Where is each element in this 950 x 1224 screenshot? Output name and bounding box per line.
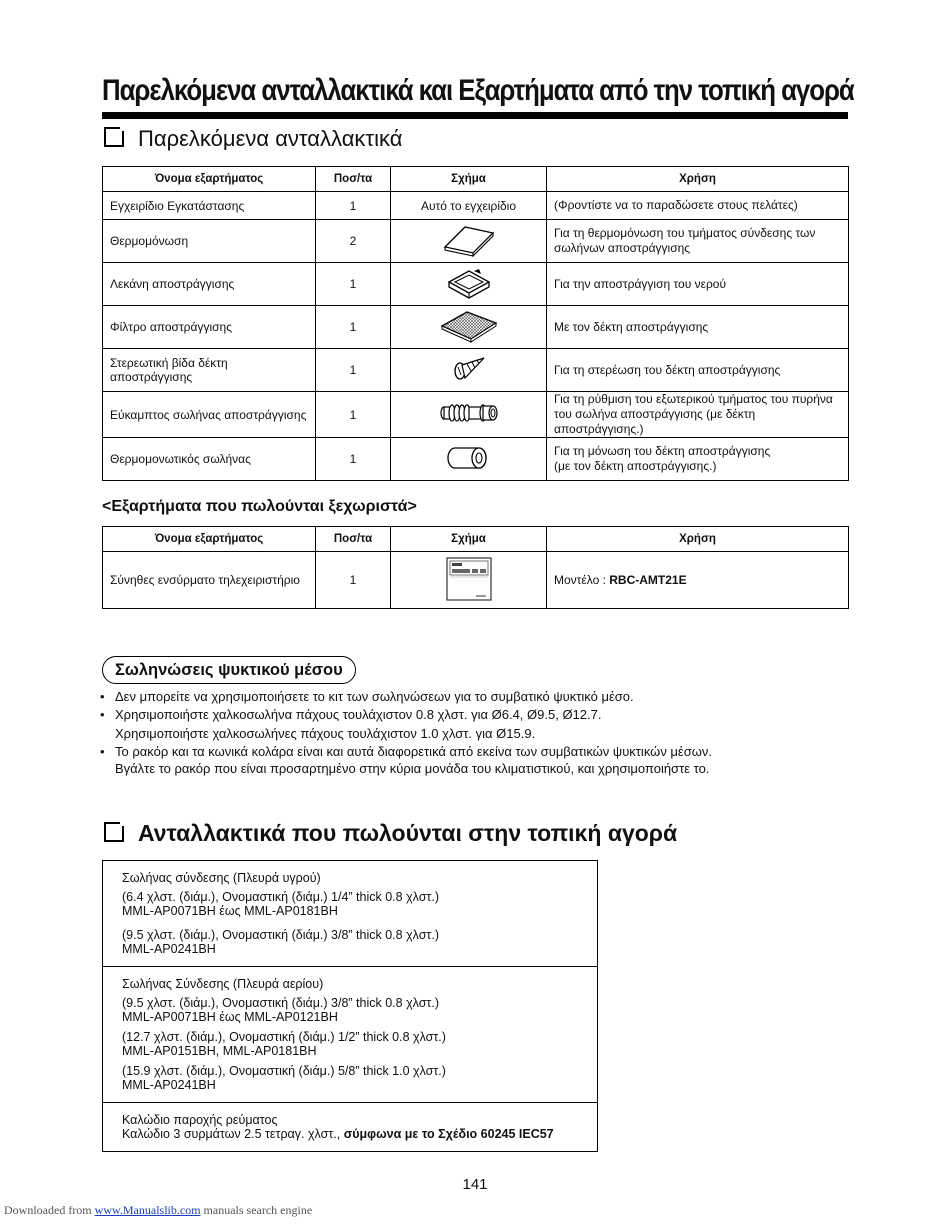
title-rule [102,112,848,119]
part-use: Μοντέλο : RBC-AMT21E [547,552,849,609]
refrigerant-heading: Σωληνώσεις ψυκτικού μέσου [102,656,356,684]
part-use: Για την αποστράγγιση του νερού [547,263,849,306]
header-shape: Σχήμα [391,167,547,192]
table-row [103,552,849,609]
insulating-tube-icon [391,438,547,481]
section-heading-accessories [104,126,402,152]
part-name: Εγχειρίδιο Εγκατάστασης [103,192,316,220]
part-qty: 1 [316,552,391,609]
part-qty: 1 [316,263,391,306]
drain-filter-icon [391,306,547,349]
part-qty: 1 [316,349,391,392]
part-qty: 2 [316,220,391,263]
spec-group: (12.7 χλστ. (διάμ.), Ονομαστική (διάμ.) 1/2” thick 0.8 χλστ.) MML-AP0151BH, MML-AP0181BH [122,1030,446,1058]
header-use: Χρήση [547,527,849,552]
liquid-pipe-cell [103,861,597,967]
part-shape-text: Αυτό το εγχειρίδιο [391,192,547,220]
local-parts-box [102,860,598,1152]
page-title: Παρελκόμενα ανταλλακτικά και Εξαρτήματα από την τοπική αγορά [102,74,854,107]
spec-group: (6.4 χλστ. (διάμ.), Ονομαστική (διάμ.) 1/4” thick 0.8 χλστ.) MML-AP0071BH έως MML-AP0181BH [122,890,439,918]
drain-pan-icon [391,263,547,306]
table-row [103,349,849,392]
cell-heading: Σωλήνας σύνδεσης (Πλευρά υγρού) [122,871,321,885]
header-shape: Σχήμα [391,527,547,552]
part-qty: 1 [316,438,391,481]
download-footer: Downloaded from www.Manualslib.com manuals search engine [4,1203,313,1217]
table-header-row [103,167,849,192]
table-row [103,306,849,349]
part-use: Για τη μόνωση του δέκτη αποστράγγισης (με τον δέκτη αποστράγγισης.) [547,438,849,481]
power-cable-cell [103,1103,597,1151]
header-name: Όνομα εξαρτήματος [103,167,316,192]
header-name: Όνομα εξαρτήματος [103,527,316,552]
part-name: Θερμομόνωση [103,220,316,263]
part-name: Φίλτρο αποστράγγισης [103,306,316,349]
part-use: Για τη ρύθμιση του εξωτερικού τμήματος του πυρήνα του σωλήνα αποστράγγισης (με δέκτη αποστράγγισης.) [547,392,849,438]
manualslib-link[interactable]: www.Manualslib.com [94,1203,201,1217]
part-name: Στερεωτική βίδα δέκτη αποστράγγισης [103,349,316,392]
power-cable-spec: Καλώδιο 3 συρμάτων 2.5 τετραγ. χλστ., σύμφωνα με το Σχέδιο 60245 IEC57 [122,1127,554,1141]
accessories-table [102,166,849,481]
section-heading-text: Ανταλλακτικά που πωλούνται στην τοπική αγορά [138,820,678,846]
part-name: Θερμομονωτικός σωλήνας [103,438,316,481]
part-qty: 1 [316,306,391,349]
part-use: Με τον δέκτη αποστράγγισης [547,306,849,349]
flexible-hose-icon [391,392,547,438]
page-number: 141 [462,1176,488,1193]
part-name: Εύκαμπτος σωλήνας αποστράγγισης [103,392,316,438]
part-qty: 1 [316,392,391,438]
gas-pipe-cell [103,967,597,1103]
refrigerant-notes [100,688,712,778]
checkbox-bullet-icon [104,127,124,147]
cell-heading: Σωλήνας Σύνδεσης (Πλευρά αερίου) [122,977,324,991]
model-number: RBC-AMT21E [609,572,687,587]
checkbox-bullet-icon [104,822,124,842]
table-row [103,263,849,306]
list-item: • Το ρακόρ και τα κωνικά κολάρα είναι και αυτά διαφορετικά από εκείνα των συμβατικών ψυκτικών μέσων. Βγάλτε το ρακόρ που είναι προσαρτημένο στην κύρια μονάδα του κλιματιστικού, και χρησιμοποιήστε το. [100,743,712,777]
header-qty: Ποσ/τα [316,527,391,552]
header-use: Χρήση [547,167,849,192]
spec-group: (9.5 χλστ. (διάμ.), Ονομαστική (διάμ.) 3/8” thick 0.8 χλστ.) MML-AP0071BH έως MML-AP0121BH [122,996,439,1024]
spec-group: (15.9 χλστ. (διάμ.), Ονομαστική (διάμ.) 5/8” thick 1.0 χλστ.) MML-AP0241BH [122,1064,446,1092]
table-row [103,438,849,481]
table-row [103,392,849,438]
spec-group: (9.5 χλστ. (διάμ.), Ονομαστική (διάμ.) 3/8” thick 0.8 χλστ.) MML-AP0241BH [122,928,439,956]
part-use: (Φροντίστε να το παραδώσετε στους πελάτες) [547,192,849,220]
part-name: Σύνηθες ενσύρματο τηλεχειριστήριο [103,552,316,609]
cell-heading: Καλώδιο παροχής ρεύματος [122,1113,278,1127]
table-row [103,192,849,220]
section-heading-local-parts [104,820,677,847]
section-heading-text: Παρελκόμενα ανταλλακτικά [138,126,403,151]
screw-icon [391,349,547,392]
remote-controller-icon [391,552,547,609]
table-header-row [103,527,849,552]
part-name: Λεκάνη αποστράγγισης [103,263,316,306]
separate-parts-table [102,526,849,609]
table-row [103,220,849,263]
header-qty: Ποσ/τα [316,167,391,192]
insulation-pad-icon [391,220,547,263]
part-qty: 1 [316,192,391,220]
part-use: Για τη στερέωση του δέκτη αποστράγγισης [547,349,849,392]
separate-parts-heading: <Εξαρτήματα που πωλούνται ξεχωριστά> [102,498,417,515]
part-use: Για τη θερμομόνωση του τμήματος σύνδεσης των σωλήνων αποστράγγισης [547,220,849,263]
list-item: • Δεν μπορείτε να χρησιμοποιήσετε το κιτ των σωληνώσεων για το συμβατικό ψυκτικό μέσο. [100,688,712,705]
list-item: • Χρησιμοποιήστε χαλκοσωλήνα πάχους τουλάχιστον 0.8 χλστ. για Ø6.4, Ø9.5, Ø12.7. Χρησιμοποιήστε χαλκοσωλήνες πάχους τουλάχιστον 1.0 χλστ. για Ø15.9. [100,706,712,742]
